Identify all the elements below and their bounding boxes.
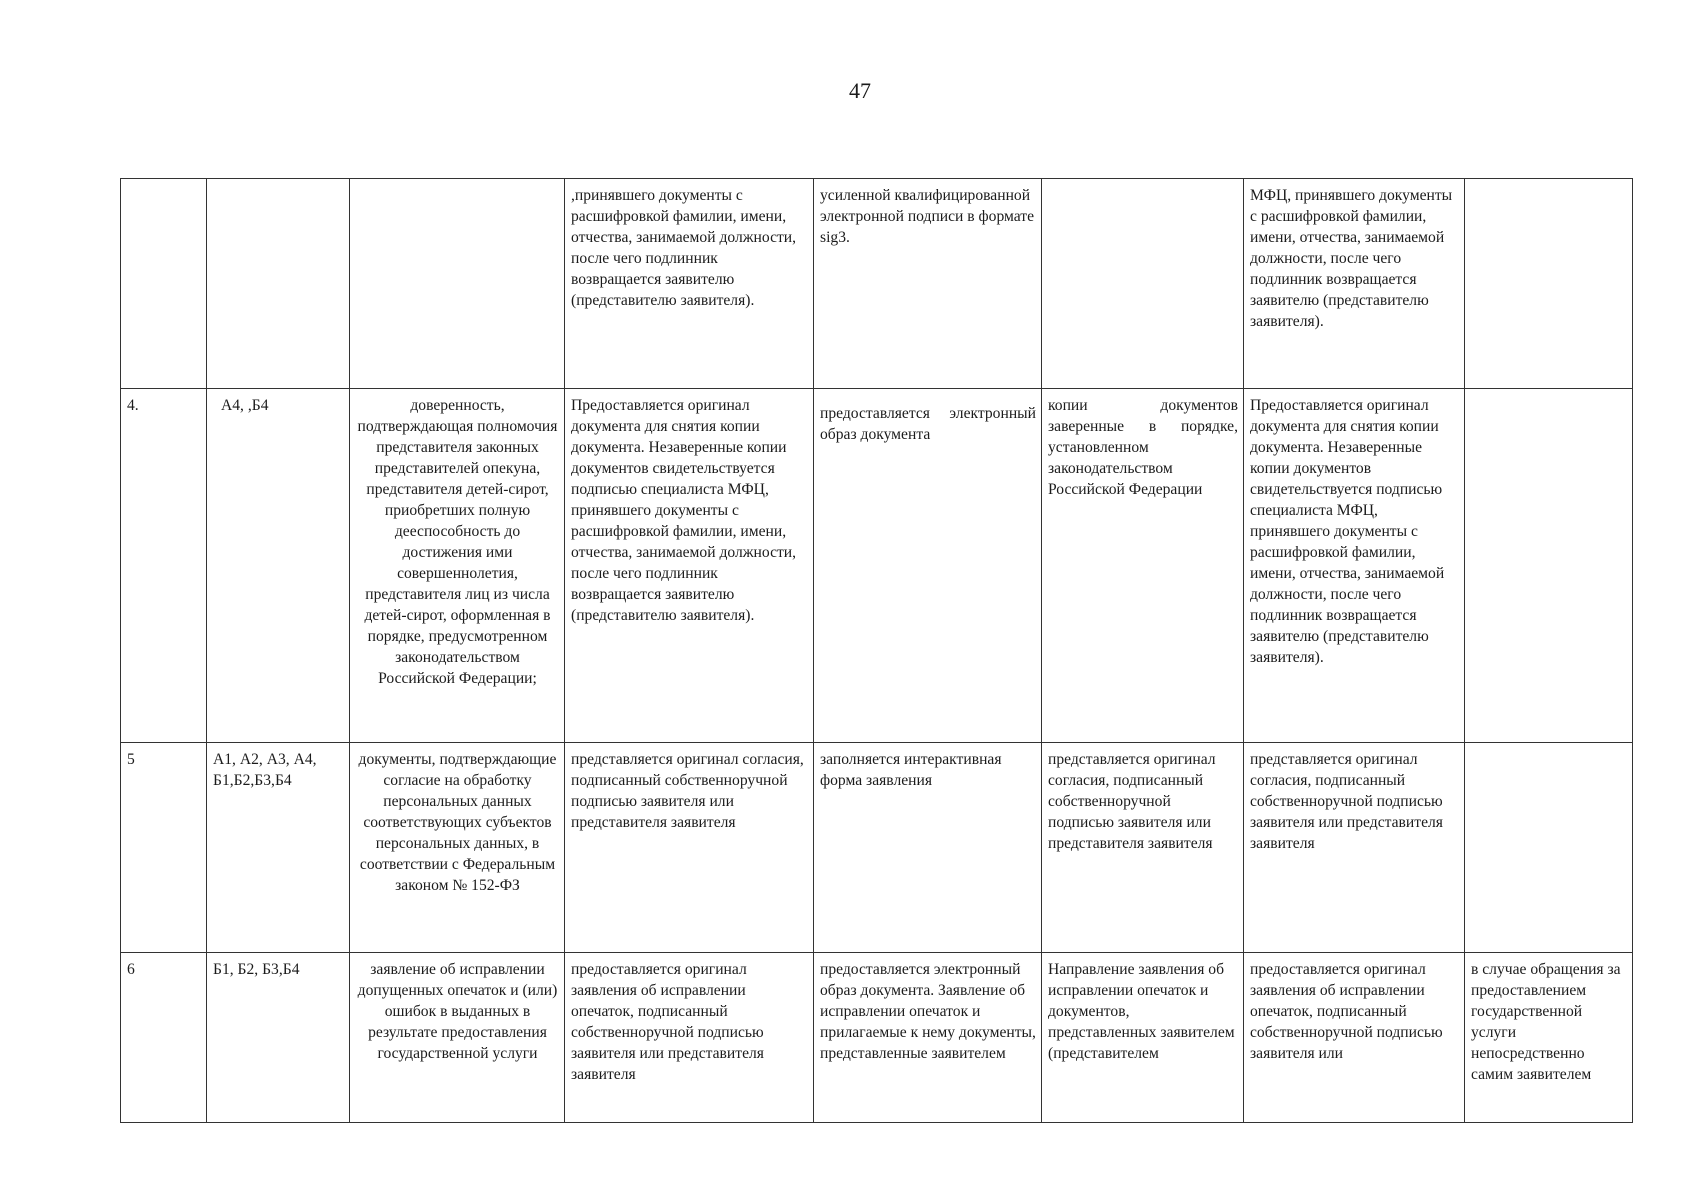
cell-electronic: предоставляется электронный образ документа. Заявление об исправлении опечаток и прилагаемые к нему документы, представленные заявителем [814,953,1042,1123]
cell-electronic: усиленной квалифицированной электронной подписи в формате sig3. [814,179,1042,389]
cell-mfc-procedure: Предоставляется оригинал документа для снятия копии документа. Незаверенные копии документов свидетельствуется подписью специалиста МФЦ, принявшего документы с расшифровкой фамилии, имени, отчества, занимаемой должности, после чего подлинник возвращается заявителю (представителю заявителя). [1244,389,1465,743]
cell-mfc-original: предоставляется оригинал заявления об исправлении опечаток, подписанный собственноручной подписью заявителя или представителя заявителя [565,953,814,1123]
cell-category: Б1, Б2, Б3,Б4 [207,953,350,1123]
cell-note [1465,743,1633,953]
page-number: 47 [849,78,871,103]
cell-note [1465,179,1633,389]
cell-copies: Направление заявления об исправлении опечаток и документов, представленных заявителем (представителем [1042,953,1244,1123]
cell-category: А4, ,Б4 [207,389,350,743]
cell-electronic: предоставляется электронный образ документа [814,389,1042,743]
cell-category [207,179,350,389]
cell-document-name: доверенность, подтверждающая полномочия представителя законных представителей опекуна, представителя детей-сирот, приобретших полную дееспособность до достижения ими совершеннолетия, представителя лиц из числа детей-сирот, оформленная в порядке, предусмотренном законодательством Российской Федерации; [350,389,565,743]
cell-mfc-original: представляется оригинал согласия, подписанный собственноручной подписью заявителя или представителя заявителя [565,743,814,953]
table-row [121,389,1633,743]
cell-mfc-procedure: МФЦ, принявшего документы с расшифровкой фамилии, имени, отчества, занимаемой должности, после чего подлинник возвращается заявителю (представителю заявителя). [1244,179,1465,389]
cell-note [1465,389,1633,743]
cell-document-name: документы, подтверждающие согласие на обработку персональных данных соответствующих субъектов персональных данных, в соответствии с Федеральным законом № 152-ФЗ [350,743,565,953]
cell-number [121,179,207,389]
documents-table [120,178,1633,1123]
cell-number: 5 [121,743,207,953]
cell-document-name [350,179,565,389]
table-row [121,743,1633,953]
cell-electronic: заполняется интерактивная форма заявления [814,743,1042,953]
cell-copies: представляется оригинал согласия, подписанный собственноручной подписью заявителя или представителя заявителя [1042,743,1244,953]
cell-number: 6 [121,953,207,1123]
cell-mfc-original: ,принявшего документы с расшифровкой фамилии, имени, отчества, занимаемой должности, после чего подлинник возвращается заявителю (представителю заявителя). [565,179,814,389]
cell-mfc-procedure: предоставляется оригинал заявления об исправлении опечаток, подписанный собственноручной подписью заявителя или [1244,953,1465,1123]
cell-mfc-original: Предоставляется оригинал документа для снятия копии документа. Незаверенные копии документов свидетельствуется подписью специалиста МФЦ, принявшего документы с расшифровкой фамилии, имени, отчества, занимаемой должности, после чего подлинник возвращается заявителю (представителю заявителя). [565,389,814,743]
cell-copies: копии документов заверенные в порядке, установленном законодательством Российской Федерации [1042,389,1244,743]
cell-document-name: заявление об исправлении допущенных опечаток и (или) ошибок в выданных в результате предоставления государственной услуги [350,953,565,1123]
cell-copies [1042,179,1244,389]
cell-category: А1, А2, А3, А4, Б1,Б2,Б3,Б4 [207,743,350,953]
table-row [121,953,1633,1123]
cell-mfc-procedure: представляется оригинал согласия, подписанный собственноручной подписью заявителя или представителя заявителя [1244,743,1465,953]
table-row [121,179,1633,389]
cell-note: в случае обращения за предоставлением государственной услуги непосредственно самим заявителем [1465,953,1633,1123]
cell-number: 4. [121,389,207,743]
